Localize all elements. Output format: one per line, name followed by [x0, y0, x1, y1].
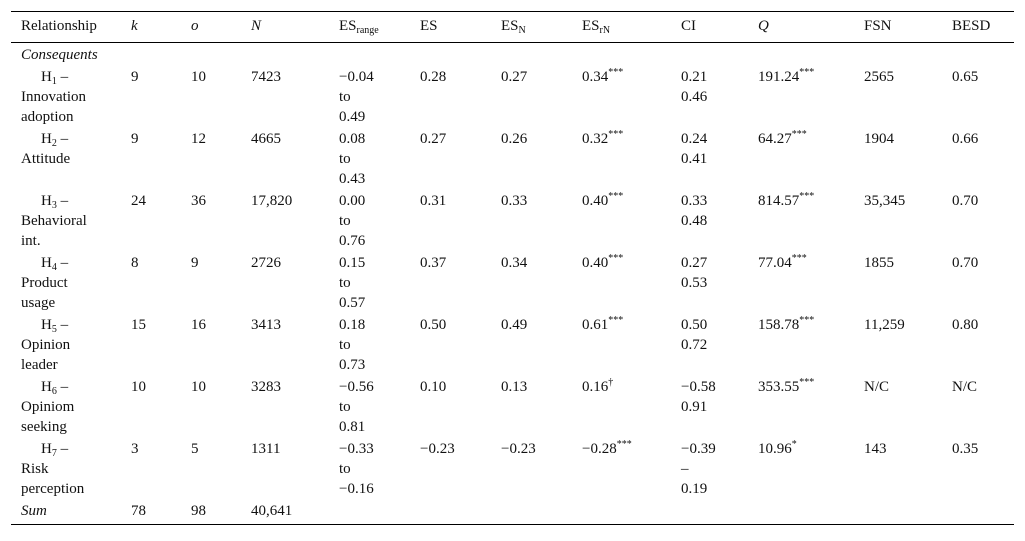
es-cell: 0.27 — [420, 131, 447, 147]
relationship-cell: $H_4$ – Product usage — [21, 255, 69, 311]
sum-row — [11, 499, 1014, 525]
o-cell: 36 — [191, 193, 206, 209]
besd-cell: 0.80 — [952, 317, 979, 333]
section-row — [11, 43, 1014, 66]
esn-cell: 0.34 — [501, 255, 528, 271]
ci-cell: 0.50 0.72 — [681, 317, 708, 353]
ci-cell: −0.39 – 0.19 — [681, 441, 716, 497]
es-cell: −0.23 — [420, 441, 455, 457]
es-cell: 0.31 — [420, 193, 447, 209]
es-range-cell: 0.00 to 0.76 — [339, 193, 366, 249]
col-k: k — [121, 12, 181, 43]
esn-cell: −0.23 — [501, 441, 536, 457]
fsn-cell: 1904 — [864, 131, 894, 147]
relationship-cell: $H_7$ – Risk perception — [21, 441, 85, 497]
o-cell: 10 — [191, 379, 206, 395]
o-cell: 9 — [191, 255, 199, 271]
q-cell: 191.24*** — [758, 67, 815, 85]
k-cell: 9 — [131, 69, 139, 85]
fsn-cell: 143 — [864, 441, 887, 457]
es-cell: 0.37 — [420, 255, 447, 271]
ci-cell: −0.58 0.91 — [681, 379, 716, 415]
o-cell: 10 — [191, 69, 206, 85]
besd-cell: 0.35 — [952, 441, 979, 457]
esn-cell: 0.27 — [501, 69, 528, 85]
k-cell: 15 — [131, 317, 146, 333]
ci-cell: 0.21 0.46 — [681, 69, 708, 105]
esn-cell: 0.13 — [501, 379, 528, 395]
relationship-cell: $H_5$ – Opinion leader — [21, 317, 71, 373]
ci-cell: 0.27 0.53 — [681, 255, 708, 291]
besd-cell: 0.70 — [952, 255, 979, 271]
n-cell: 7423 — [251, 69, 281, 85]
k-cell: 24 — [131, 193, 146, 209]
esn-cell: 0.49 — [501, 317, 528, 333]
k-cell: 8 — [131, 255, 139, 271]
table-row — [11, 189, 1014, 251]
col-es: ES — [410, 12, 491, 43]
col-n: N — [241, 12, 329, 43]
es-range-cell: −0.33 to −0.16 — [339, 441, 374, 497]
col-o: o — [181, 12, 241, 43]
besd-cell: N/C — [952, 379, 978, 395]
besd-cell: 0.66 — [952, 131, 979, 147]
es-range-cell: 0.15 to 0.57 — [339, 255, 366, 311]
table-row — [11, 313, 1014, 375]
q-cell: 10.96* — [758, 439, 797, 457]
es-range-cell: −0.04 to 0.49 — [339, 69, 374, 125]
o-cell: 5 — [191, 441, 199, 457]
es-range-cell: 0.08 to 0.43 — [339, 131, 366, 187]
esrn-cell: 0.16† — [582, 377, 614, 395]
fsn-cell: 11,259 — [864, 317, 905, 333]
k-cell: 10 — [131, 379, 146, 395]
col-es-range: $ES_{range}$ — [329, 12, 410, 43]
relationship-cell: $H_6$ – Opiniom seeking — [21, 379, 75, 435]
q-cell: 64.27*** — [758, 129, 807, 147]
esrn-cell: 0.34*** — [582, 67, 624, 85]
esrn-cell: 0.40*** — [582, 191, 624, 209]
section-label: Consequents — [21, 47, 98, 63]
table-row — [11, 437, 1014, 499]
n-cell: 3283 — [251, 379, 281, 395]
esrn-cell: −0.28*** — [582, 439, 632, 457]
o-cell: 16 — [191, 317, 206, 333]
n-cell: 17,820 — [251, 193, 293, 209]
es-range-cell: −0.56 to 0.81 — [339, 379, 374, 435]
es-cell: 0.10 — [420, 379, 447, 395]
sum-k: 78 — [121, 499, 181, 525]
q-cell: 353.55*** — [758, 377, 815, 395]
o-cell: 12 — [191, 131, 206, 147]
n-cell: 1311 — [251, 441, 281, 457]
col-besd: BESD — [942, 12, 1014, 43]
esrn-cell: 0.32*** — [582, 129, 624, 147]
esrn-cell: 0.40*** — [582, 253, 624, 271]
n-cell: 4665 — [251, 131, 281, 147]
relationship-cell: $H_1$ – Innovation adoption — [21, 69, 86, 125]
k-cell: 3 — [131, 441, 139, 457]
col-esrn: $ES_{rN}$ — [572, 12, 671, 43]
esn-cell: 0.26 — [501, 131, 528, 147]
col-q: Q — [748, 12, 854, 43]
q-cell: 814.57*** — [758, 191, 815, 209]
q-cell: 77.04*** — [758, 253, 807, 271]
table-row — [11, 127, 1014, 189]
ci-cell: 0.24 0.41 — [681, 131, 708, 167]
header-row — [11, 12, 1014, 43]
sum-label: Sum — [11, 499, 121, 525]
esrn-cell: 0.61*** — [582, 315, 624, 333]
col-relationship: Relationship — [11, 12, 121, 43]
meta-analysis-table — [11, 11, 1014, 525]
relationship-cell: $H_2$ – Attitude — [21, 131, 71, 167]
table-row — [11, 375, 1014, 437]
n-cell: 2726 — [251, 255, 281, 271]
fsn-cell: 2565 — [864, 69, 894, 85]
besd-cell: 0.65 — [952, 69, 979, 85]
esn-cell: 0.33 — [501, 193, 528, 209]
sum-n: 40,641 — [241, 499, 329, 525]
col-ci: CI — [671, 12, 748, 43]
besd-cell: 0.70 — [952, 193, 979, 209]
k-cell: 9 — [131, 131, 139, 147]
table-row — [11, 251, 1014, 313]
sum-o: 98 — [181, 499, 241, 525]
col-esn: $ES_N$ — [491, 12, 572, 43]
ci-cell: 0.33 0.48 — [681, 193, 708, 229]
n-cell: 3413 — [251, 317, 281, 333]
fsn-cell: N/C — [864, 379, 890, 395]
es-cell: 0.28 — [420, 69, 447, 85]
q-cell: 158.78*** — [758, 315, 815, 333]
table-row — [11, 65, 1014, 127]
relationship-cell: $H_3$ – Behavioral int. — [21, 193, 87, 249]
es-range-cell: 0.18 to 0.73 — [339, 317, 366, 373]
es-cell: 0.50 — [420, 317, 447, 333]
fsn-cell: 35,345 — [864, 193, 906, 209]
fsn-cell: 1855 — [864, 255, 894, 271]
col-fsn: FSN — [854, 12, 942, 43]
